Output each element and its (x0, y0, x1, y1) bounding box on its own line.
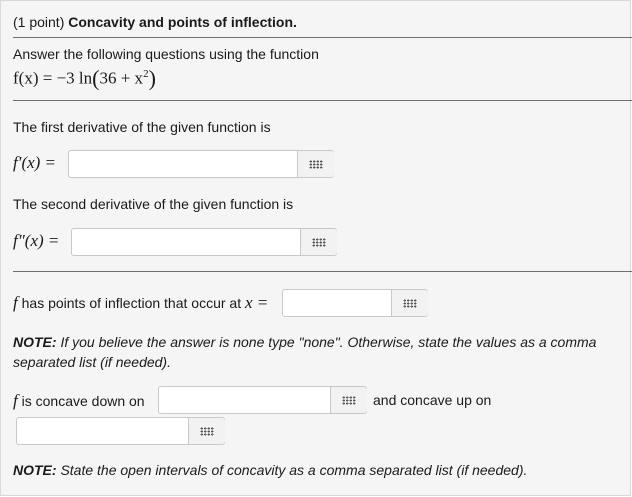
problem-title: Concavity and points of inflection. (68, 14, 297, 30)
math-keyboard-button[interactable] (330, 387, 367, 413)
divider (13, 37, 632, 38)
concavity-note: NOTE: State the open intervals of concavity as a comma separated list (if needed). (13, 462, 528, 478)
function-lhs: f(x) = −3 ln (13, 68, 93, 88)
math-keyboard-icon (342, 396, 356, 405)
concave-up-input[interactable] (17, 418, 188, 444)
math-keyboard-button[interactable] (391, 290, 428, 316)
first-derivative-label: f′(x) = (13, 153, 57, 172)
concave-up-label: and concave up on (373, 392, 492, 408)
f-symbol: f (13, 391, 18, 410)
function-exponent: 2 (143, 68, 149, 80)
second-derivative-prompt: The second derivative of the given function is (13, 196, 294, 212)
concave-down-input[interactable] (159, 387, 330, 413)
second-derivative-input[interactable] (72, 229, 300, 255)
points-label: (1 point) (13, 14, 65, 30)
math-keyboard-icon (403, 299, 417, 308)
paren-open: ( (92, 65, 100, 91)
first-derivative-input[interactable] (69, 151, 297, 177)
concave-down-label: f is concave down on (13, 391, 145, 410)
problem-header (13, 13, 297, 31)
divider (13, 100, 632, 101)
math-keyboard-icon (312, 238, 326, 247)
divider (13, 271, 632, 272)
first-derivative-prompt: The first derivative of the given function is (13, 119, 271, 135)
function-inner: 36 + x (99, 68, 144, 88)
paren-close: ) (148, 65, 156, 91)
concave-up-field (16, 417, 225, 445)
math-keyboard-button[interactable] (300, 229, 337, 255)
math-keyboard-icon (309, 160, 323, 169)
inflection-field (282, 289, 428, 317)
inflection-note: NOTE: If you believe the answer is none type "none". Otherwise, state the values as a comma separated list (if needed). (13, 334, 597, 370)
function-expression (13, 64, 156, 89)
math-keyboard-icon (200, 427, 214, 436)
inflection-label: f has points of inflection that occur at x = (13, 293, 269, 312)
first-derivative-field (68, 150, 334, 178)
second-derivative-label: f″(x) = (13, 231, 60, 250)
math-keyboard-button[interactable] (188, 418, 225, 444)
intro-text: Answer the following questions using the function (13, 46, 319, 62)
f-symbol: f (13, 293, 18, 312)
inflection-input[interactable] (283, 290, 391, 316)
x-equals: x = (244, 293, 269, 312)
math-keyboard-button[interactable] (297, 151, 334, 177)
second-derivative-field (71, 228, 337, 256)
concave-down-field (158, 386, 367, 414)
